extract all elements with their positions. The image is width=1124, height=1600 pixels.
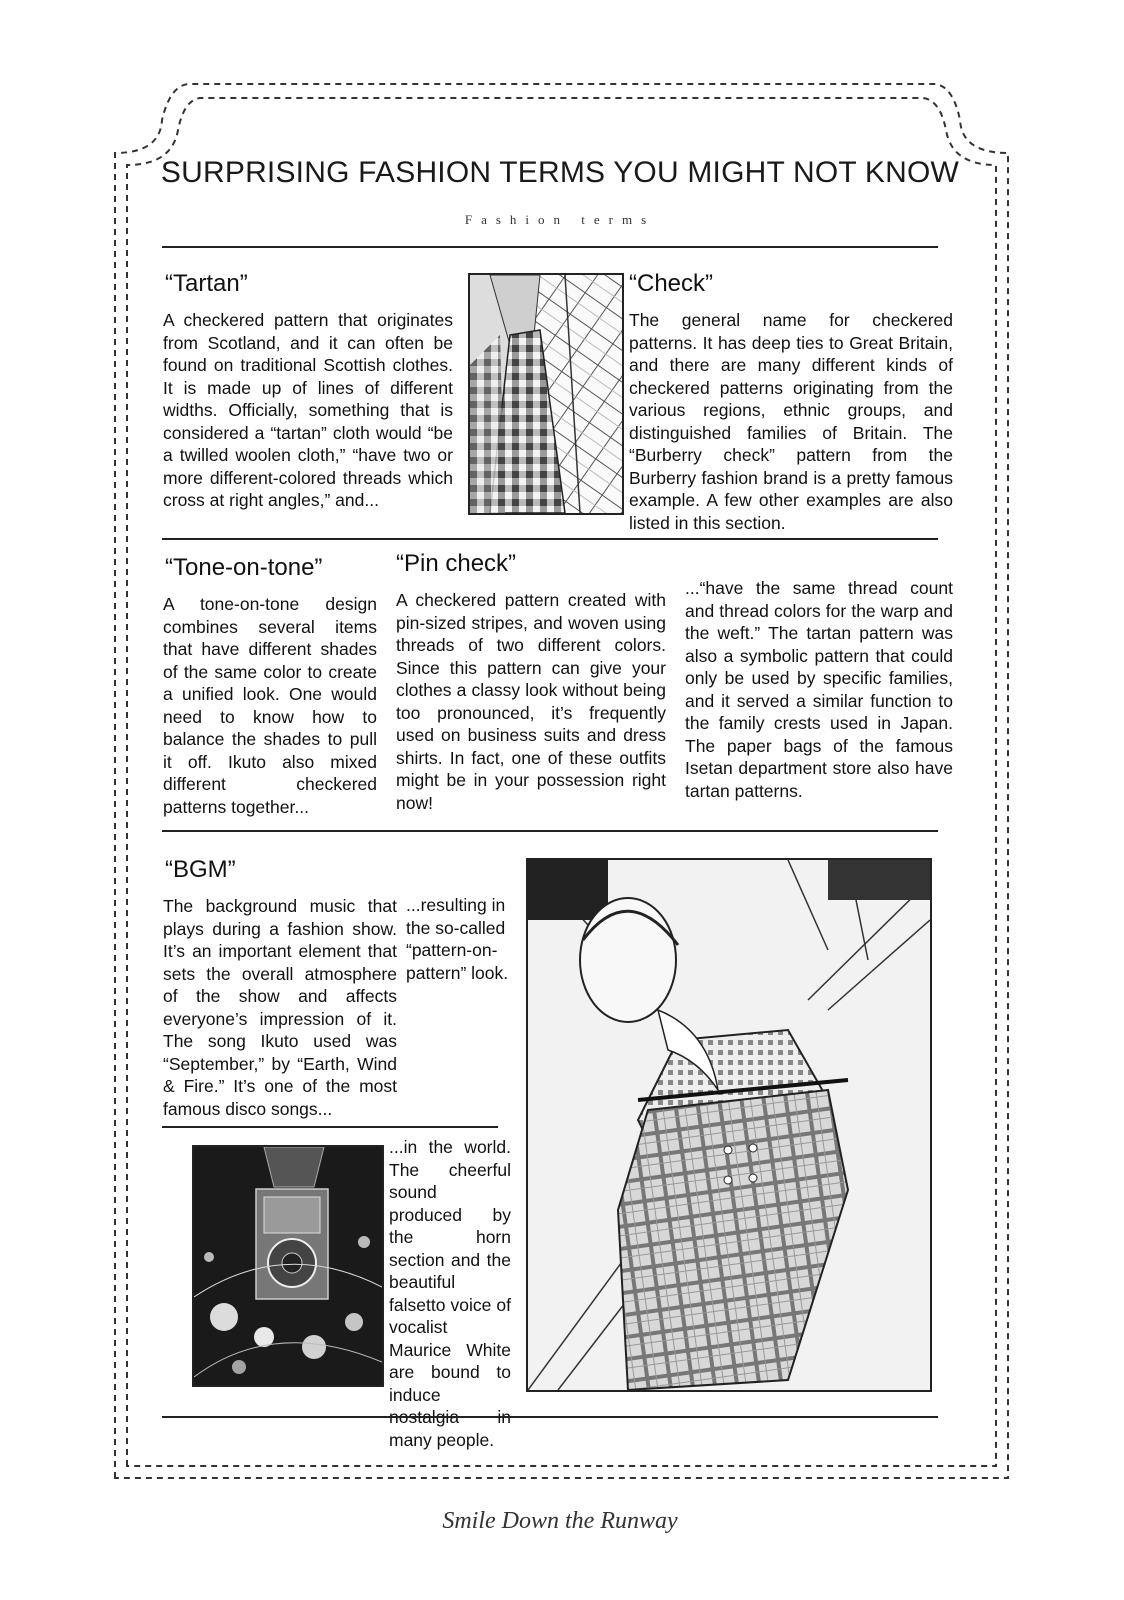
- tone-on-tone-continued-body: ...resulting in the so-called “pattern-on-pattern” look.: [406, 895, 509, 983]
- divider: [162, 538, 938, 540]
- stage-speaker-illustration: [192, 1145, 384, 1387]
- tone-on-tone-heading: “Tone-on-tone”: [165, 554, 323, 581]
- page-subtitle: Fashion terms: [464, 212, 656, 227]
- tartan-continued-body: ...“have the same thread count and thread colors for the warp and the weft.” The tartan pattern was also a symbolic pattern that could only be used by specific families, and it served a similar function to the family crests used in Japan. The paper bags of the famous Isetan department store also have tartan patterns.: [685, 578, 953, 801]
- pin-check-body: A checkered pattern created with pin-sized stripes, and woven using threads of two different colors. Since this pattern can give your clothes a classy look without being too pronounced, it’s frequently used on business suits and dress shirts. In fact, one of these outfits might be in your possession right now!: [396, 590, 666, 813]
- tone-on-tone-body: A tone-on-tone design combines several items that have different shades of the same color to create a unified look. One would need to know how to balance the shades to pull it off. Ikuto also mixed different checkered patterns together...: [163, 594, 377, 817]
- check-body: The general name for checkered patterns. It has deep ties to Great Britain, and there are many different kinds of checkered patterns originating from the various regions, ethnic groups, and distinguished families of Britain. The “Burberry check” pattern from the Burberry fashion brand is a pretty famous example. A few other examples are also listed in this section.: [629, 310, 953, 533]
- series-signature: Smile Down the Runway: [442, 1508, 678, 1534]
- page-title: SURPRISING FASHION TERMS YOU MIGHT NOT KNOW: [160, 156, 960, 189]
- pin-check-heading: “Pin check”: [396, 550, 517, 577]
- bgm-continued-body: ...in the world. The cheerful sound produced by the horn section and the beautiful falsetto voice of vocalist Maurice White are bound to induce nostalgia in many people.: [389, 1137, 511, 1450]
- tartan-body: A checkered pattern that originates from Scotland, and it can often be found on traditional Scottish clothes. It is made up of lines of different widths. Officially, something that is considered a “tartan” cloth would “be a twilled woolen cloth,” “have two or more different-colored threads which cross at right angles,” and...: [163, 310, 453, 510]
- bgm-body: The background music that plays during a fashion show. It’s an important element that sets the overall atmosphere of the show and affects everyone’s impression of it. The song Ikuto used was “September,” by “Earth, Wind & Fire.” It’s one of the most famous disco songs...: [163, 896, 397, 1119]
- runway-model-illustration: [526, 858, 932, 1392]
- divider: [162, 246, 938, 248]
- divider: [162, 1416, 938, 1418]
- bgm-heading: “BGM”: [165, 856, 236, 883]
- divider: [162, 830, 938, 832]
- tartan-heading: “Tartan”: [165, 270, 248, 297]
- check-fabric-illustration: [468, 273, 624, 515]
- divider: [162, 1126, 498, 1128]
- check-heading: “Check”: [629, 270, 714, 297]
